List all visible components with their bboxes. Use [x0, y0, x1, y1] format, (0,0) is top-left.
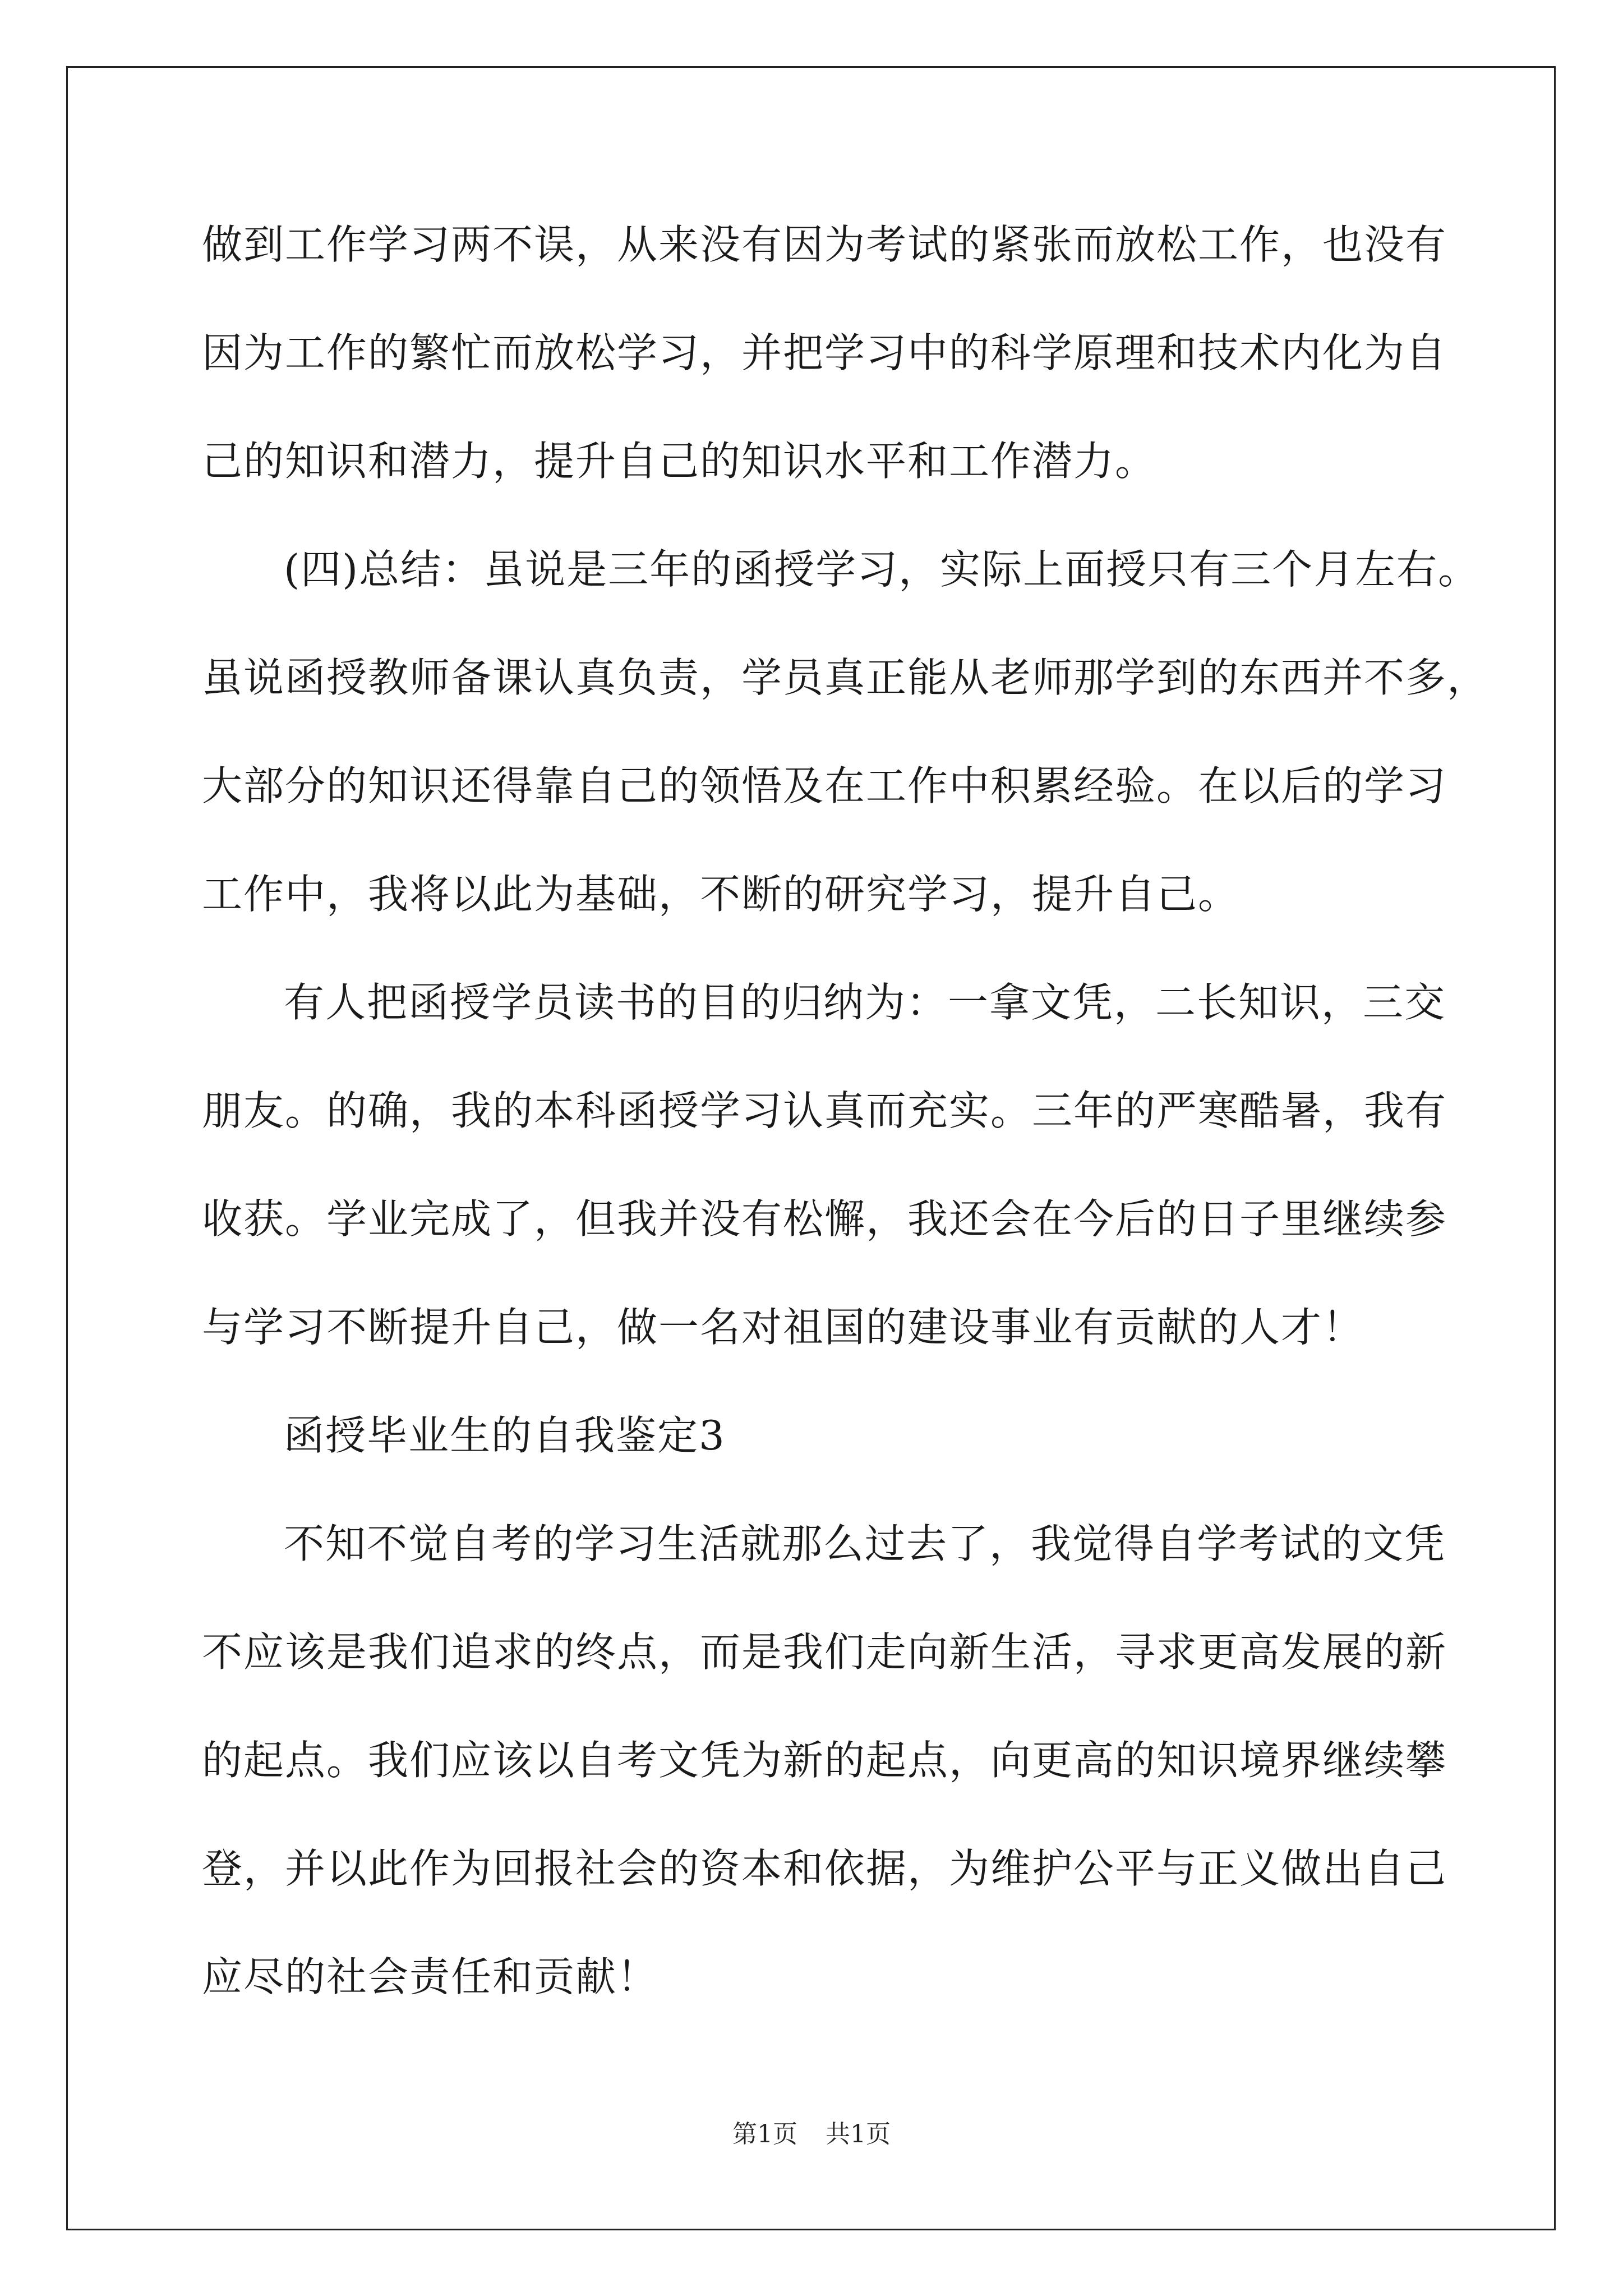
text-line: 不应该是我们追求的终点，而是我们走向新生活，寻求更高发展的新 — [202, 1628, 1447, 1676]
page-number-current: 第1页 — [732, 2120, 797, 2148]
document-body — [202, 191, 1489, 2031]
page-footer — [0, 2118, 1623, 2151]
section-heading: 函授毕业生的自我鉴定3 — [284, 1412, 726, 1459]
text-line: 的起点。我们应该以自考文凭为新的起点，向更高的知识境界继续攀 — [202, 1737, 1447, 1784]
text-line: 收获。学业完成了，但我并没有松懈，我还会在今后的日子里继续参 — [202, 1195, 1447, 1243]
text-line: 应尽的社会责任和贡献！ — [202, 1953, 659, 2000]
text-line: 朋友。的确，我的本科函授学习认真而充实。三年的严寒酷暑，我有 — [202, 1087, 1447, 1134]
text-line: 因为工作的繁忙而放松学习，并把学习中的科学原理和技术内化为自 — [202, 329, 1447, 376]
text-line: 大部分的知识还得靠自己的领悟及在工作中积累经验。在以后的学习 — [202, 762, 1447, 809]
paragraph-start-line: 有人把函授学员读书的目的归纳为：一拿文凭，二长知识，三交 — [284, 979, 1446, 1026]
paragraph-start-line: 不知不觉自考的学习生活就那么过去了，我觉得自学考试的文凭 — [284, 1520, 1446, 1567]
text-line: 做到工作学习两不误，从来没有因为考试的紧张而放松工作，也没有 — [202, 221, 1447, 268]
text-line: 虽说函授教师备课认真负责，学员真正能从老师那学到的东西并不多， — [202, 654, 1489, 701]
text-line: 登，并以此作为回报社会的资本和依据，为维护公平与正义做出自己 — [202, 1845, 1447, 1892]
text-line: 己的知识和潜力，提升自己的知识水平和工作潜力。 — [202, 438, 1157, 485]
text-line: 工作中，我将以此为基础，不断的研究学习，提升自己。 — [202, 871, 1240, 918]
page-number-total: 共1页 — [826, 2120, 891, 2148]
text-line: 与学习不断提升自己，做一名对祖国的建设事业有贡献的人才！ — [202, 1304, 1364, 1351]
paragraph-start-line: (四)总结：虽说是三年的函授学习，实际上面授只有三个月左右。 — [284, 546, 1480, 593]
